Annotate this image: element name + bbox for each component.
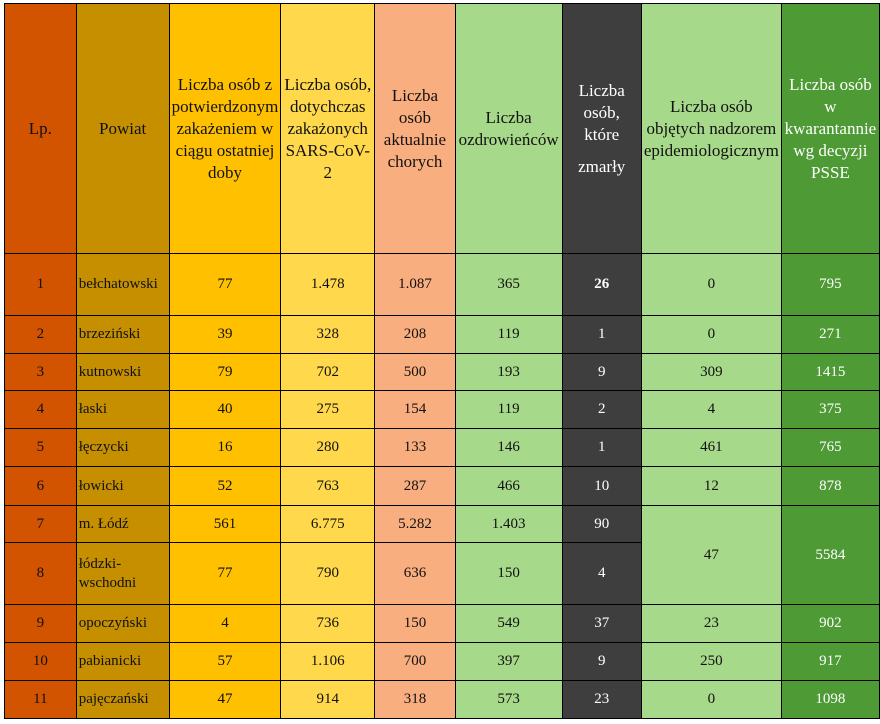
cell-recovered: 573 [455,681,562,719]
cell-currently-ill: 287 [375,467,455,506]
cell-lp: 4 [5,391,77,429]
cell-supervision: 12 [641,467,781,506]
table-row [5,681,880,719]
cell-recovered: 146 [455,429,562,467]
cell-new-cases: 47 [169,681,281,719]
cell-new-cases: 16 [169,429,281,467]
cell-supervision: 0 [641,254,781,316]
cell-currently-ill: 500 [375,354,455,391]
cell-lp: 1 [5,254,77,316]
table-row [5,254,880,316]
cell-quarantine: 1098 [781,681,879,719]
cell-currently-ill: 1.087 [375,254,455,316]
cell-deceased: 23 [562,681,641,719]
cell-powiat: łaski [76,391,169,429]
cell-lp: 7 [5,506,77,543]
cell-total-infected: 275 [281,391,375,429]
cell-currently-ill: 636 [375,543,455,605]
cell-supervision: 309 [641,354,781,391]
cell-new-cases: 40 [169,391,281,429]
cell-recovered: 466 [455,467,562,506]
cell-total-infected: 328 [281,316,375,354]
cell-currently-ill: 150 [375,605,455,643]
cell-recovered: 150 [455,543,562,605]
cell-total-infected: 702 [281,354,375,391]
cell-new-cases: 77 [169,543,281,605]
covid-statistics-table [4,3,880,719]
cell-supervision: 23 [641,605,781,643]
cell-total-infected: 280 [281,429,375,467]
cell-quarantine: 271 [781,316,879,354]
cell-lp: 8 [5,543,77,605]
header-row [5,4,880,254]
cell-supervision: 0 [641,316,781,354]
header-recovered: Liczba ozdrowieńców [455,4,562,254]
cell-quarantine: 375 [781,391,879,429]
cell-deceased: 10 [562,467,641,506]
cell-deceased: 1 [562,429,641,467]
cell-new-cases: 561 [169,506,281,543]
cell-lp: 6 [5,467,77,506]
table-row [5,605,880,643]
table-row [5,467,880,506]
table-header [5,4,880,254]
cell-powiat: pajęczański [76,681,169,719]
header-deceased-line1: Liczba osób, które [578,80,625,144]
cell-supervision: 0 [641,681,781,719]
cell-currently-ill: 133 [375,429,455,467]
cell-new-cases: 4 [169,605,281,643]
cell-deceased: 2 [562,391,641,429]
header-total-infected: Liczba osób, dotychczas zakażonych SARS-CoV-2 [281,4,375,254]
cell-recovered: 397 [455,643,562,681]
header-supervision: Liczba osób objętych nadzorem epidemiologicznym [641,4,781,254]
table-row [5,643,880,681]
cell-powiat: brzeziński [76,316,169,354]
header-powiat: Powiat [76,4,169,254]
cell-supervision: 250 [641,643,781,681]
cell-total-infected: 6.775 [281,506,375,543]
cell-quarantine: 902 [781,605,879,643]
cell-currently-ill: 318 [375,681,455,719]
cell-powiat: łęczycki [76,429,169,467]
cell-deceased: 37 [562,605,641,643]
cell-quarantine: 765 [781,429,879,467]
table-row [5,429,880,467]
cell-deceased: 90 [562,506,641,543]
cell-total-infected: 1.478 [281,254,375,316]
cell-lp: 11 [5,681,77,719]
cell-quarantine: 917 [781,643,879,681]
cell-powiat: m. Łódź [76,506,169,543]
cell-new-cases: 57 [169,643,281,681]
cell-powiat: łódzki-wschodni [76,543,169,605]
cell-recovered: 549 [455,605,562,643]
table-body [5,254,880,719]
cell-powiat: kutnowski [76,354,169,391]
cell-currently-ill: 700 [375,643,455,681]
cell-deceased: 9 [562,643,641,681]
cell-recovered: 119 [455,391,562,429]
cell-powiat: łowicki [76,467,169,506]
cell-lp: 5 [5,429,77,467]
cell-deceased: 1 [562,316,641,354]
cell-powiat: pabianicki [76,643,169,681]
cell-quarantine: 795 [781,254,879,316]
cell-deceased: 4 [562,543,641,605]
cell-total-infected: 763 [281,467,375,506]
cell-quarantine: 878 [781,467,879,506]
cell-deceased: 9 [562,354,641,391]
cell-currently-ill: 5.282 [375,506,455,543]
header-deceased [562,4,641,254]
cell-recovered: 365 [455,254,562,316]
cell-new-cases: 79 [169,354,281,391]
cell-new-cases: 77 [169,254,281,316]
cell-total-infected: 736 [281,605,375,643]
cell-total-infected: 790 [281,543,375,605]
cell-quarantine-merged: 5584 [781,506,879,605]
table-row [5,316,880,354]
cell-currently-ill: 154 [375,391,455,429]
cell-recovered: 119 [455,316,562,354]
cell-deceased: 26 [562,254,641,316]
cell-supervision-merged: 47 [641,506,781,605]
cell-lp: 10 [5,643,77,681]
cell-recovered: 1.403 [455,506,562,543]
cell-powiat: opoczyński [76,605,169,643]
cell-new-cases: 39 [169,316,281,354]
cell-powiat: bełchatowski [76,254,169,316]
header-currently-ill: Liczba osób aktualnie chorych [375,4,455,254]
cell-total-infected: 1.106 [281,643,375,681]
cell-currently-ill: 208 [375,316,455,354]
cell-quarantine: 1415 [781,354,879,391]
cell-supervision: 4 [641,391,781,429]
cell-new-cases: 52 [169,467,281,506]
cell-lp: 2 [5,316,77,354]
header-deceased-line2: zmarły [578,156,626,176]
table-row [5,506,880,543]
cell-recovered: 193 [455,354,562,391]
cell-supervision: 461 [641,429,781,467]
table-row [5,354,880,391]
header-quarantine: Liczba osób w kwarantannie wg decyzji PSSE [781,4,879,254]
cell-lp: 9 [5,605,77,643]
cell-lp: 3 [5,354,77,391]
header-new-cases: Liczba osób z potwierdzonym zakażeniem w ciągu ostatniej doby [169,4,281,254]
header-lp: Lp. [5,4,77,254]
cell-total-infected: 914 [281,681,375,719]
table-row [5,391,880,429]
